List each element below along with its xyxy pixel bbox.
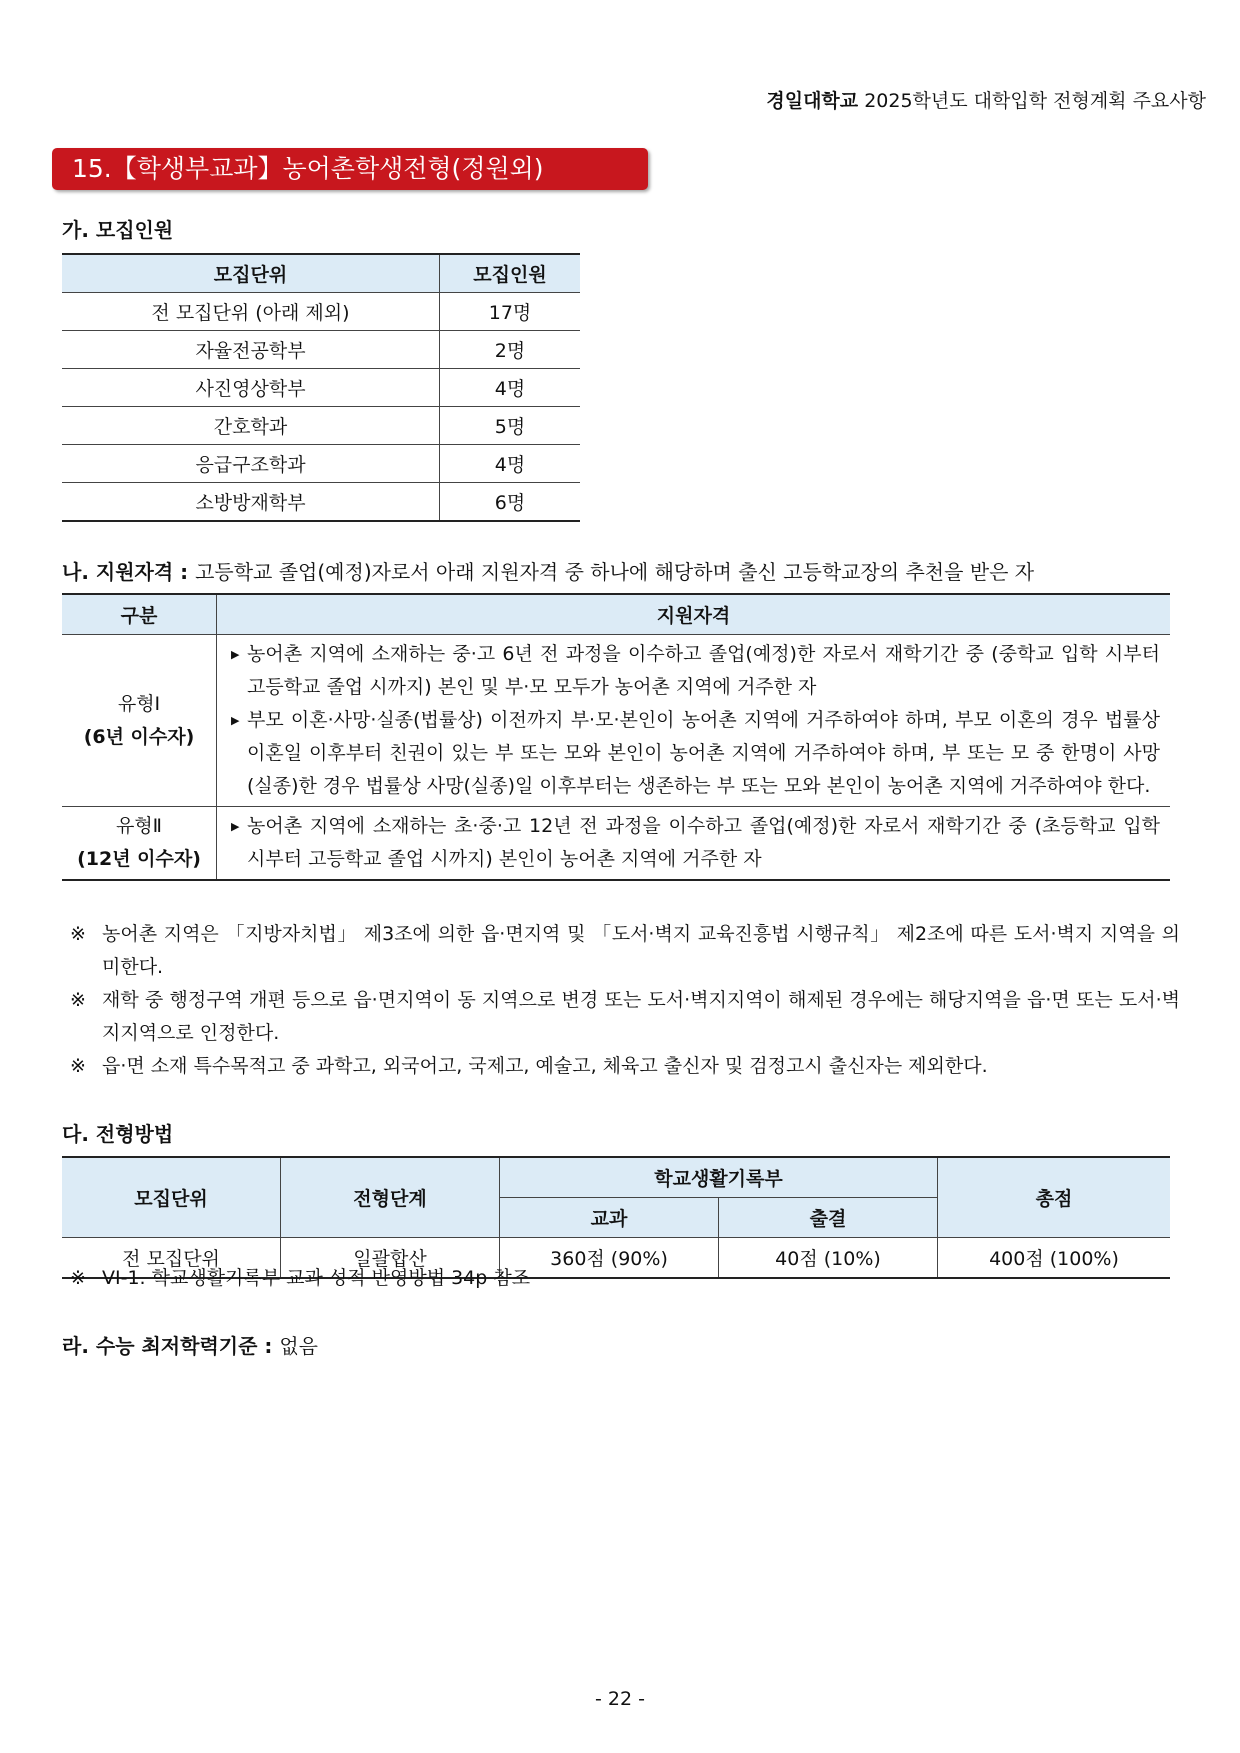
col-stage: 전형단계 <box>281 1157 500 1238</box>
category-cell <box>62 635 217 807</box>
selection-notes <box>70 1262 1180 1295</box>
cell-unit: 사진영상학부 <box>62 369 440 407</box>
category-name: 유형Ⅰ <box>117 692 161 715</box>
list-item: ▶ 농어촌 지역에 소재하는 초·중·고 12년 전 과정을 이수하고 졸업(예정)한 자로서 재학기간 중 (초등학교 입학 시부터 고등학교 졸업 시까지) 본인이 농어촌 지역에 거주한 자 <box>231 810 1160 876</box>
cell-count: 2명 <box>440 331 581 369</box>
category-name: 유형Ⅱ <box>115 815 163 837</box>
cell-unit: 간호학과 <box>62 407 440 445</box>
note-mark: ※ <box>70 923 86 945</box>
note-mark: ※ <box>70 1055 86 1077</box>
category-sub: (12년 이수자) <box>77 848 201 870</box>
min-standard-label: 라. 수능 최저학력기준 : <box>62 1334 273 1358</box>
cell-stage: 일괄합산 <box>281 1238 500 1279</box>
header-subtitle: 2025학년도 대학입학 전형계획 주요사항 <box>864 90 1206 112</box>
table-row <box>62 807 1170 881</box>
qualification-notes <box>70 918 1180 1083</box>
bullet-icon: ▶ <box>231 714 240 727</box>
heading-recruitment: 가. 모집인원 <box>62 218 174 242</box>
cell-count: 4명 <box>440 445 581 483</box>
cell-count: 5명 <box>440 407 581 445</box>
list-item: ▶ 농어촌 지역에 소재하는 중·고 6년 전 과정을 이수하고 졸업(예정)한 자로서 재학기간 중 (중학교 입학 시부터 고등학교 졸업 시까지) 본인 및 부·모 모두가 농어촌 지역에 거주한 자 <box>231 638 1160 704</box>
note-item: ※ 농어촌 지역은 「지방자치법」 제3조에 의한 읍·면지역 및 「도서·벽지 교육진흥법 시행규칙」 제2조에 따른 도서·벽지 지역을 의미한다. <box>70 918 1180 984</box>
section-title: 15.【학생부교과】농어촌학생전형(정원외) <box>52 148 648 190</box>
note-mark: ※ <box>70 1267 86 1289</box>
note-mark: ※ <box>70 989 86 1011</box>
heading-selection-method: 다. 전형방법 <box>62 1122 174 1146</box>
cell-unit: 전 모집단위 <box>62 1238 281 1279</box>
category-sub: (6년 이수자) <box>83 725 195 748</box>
cell-attendance: 40점 (10%) <box>719 1238 938 1279</box>
cell-subject: 360점 (90%) <box>500 1238 719 1279</box>
note-item: ※ 재학 중 행정구역 개편 등으로 읍·면지역이 동 지역으로 변경 또는 도서·벽지지역이 해제된 경우에는 해당지역을 읍·면 또는 도서·벽지지역으로 인정한다. <box>70 984 1180 1050</box>
qualification-cell <box>217 635 1171 807</box>
table-row <box>62 369 580 407</box>
col-unit: 모집단위 <box>62 254 440 293</box>
col-attendance: 출결 <box>719 1198 938 1238</box>
heading-qualification <box>62 556 1034 585</box>
col-qualification: 지원자격 <box>217 594 1171 635</box>
note-item: ※ VI-1. 학교생활기록부 교과 성적 반영방법 34p 참조 <box>70 1262 1180 1295</box>
cell-count: 17명 <box>440 293 581 331</box>
qualification-cell <box>217 807 1171 881</box>
list-item: ▶ 부모 이혼·사망·실종(법률상) 이전까지 부·모·본인이 농어촌 지역에 거주하여야 하며, 부모 이혼의 경우 법률상 이혼일 이후부터 친권이 있는 부 또는 모와 본인이 농어촌 지역에 거주하여야 하며, 부 또는 모 중 한명이 사망(실종)한 경우 법률상 사망(실종)일 이후부터는 생존하는 부 또는 모와 본인이 농어촌 지역에 거주하여야 한다. <box>231 704 1160 803</box>
table-header-row <box>62 254 580 293</box>
table-row <box>62 331 580 369</box>
qualification-table <box>62 593 1170 881</box>
col-total: 총점 <box>938 1157 1171 1238</box>
table-row <box>62 407 580 445</box>
cell-unit: 전 모집단위 (아래 제외) <box>62 293 440 331</box>
cell-unit: 자율전공학부 <box>62 331 440 369</box>
header-school: 경일대학교 <box>766 90 859 112</box>
col-unit: 모집단위 <box>62 1157 281 1238</box>
table-header-row <box>62 594 1170 635</box>
bullet-icon: ▶ <box>231 648 240 661</box>
cell-count: 6명 <box>440 483 581 522</box>
cell-unit: 소방방재학부 <box>62 483 440 522</box>
recruitment-table <box>62 253 580 522</box>
qualification-desc: 고등학교 졸업(예정)자로서 아래 지원자격 중 하나에 해당하며 출신 고등학교장의 추천을 받은 자 <box>195 560 1035 584</box>
cell-unit: 응급구조학과 <box>62 445 440 483</box>
heading-min-standard <box>62 1330 318 1359</box>
category-cell <box>62 807 217 881</box>
min-standard-value: 없음 <box>279 1334 318 1358</box>
col-category: 구분 <box>62 594 217 635</box>
selection-method-table <box>62 1156 1170 1279</box>
note-item: ※ 읍·면 소재 특수목적고 중 과학고, 외국어고, 국제고, 예술고, 체육고 출신자 및 검정고시 출신자는 제외한다. <box>70 1050 1180 1083</box>
col-record: 학교생활기록부 <box>500 1157 938 1198</box>
qualification-label: 나. 지원자격 : <box>62 560 189 584</box>
table-row <box>62 635 1170 807</box>
cell-count: 4명 <box>440 369 581 407</box>
col-count: 모집인원 <box>440 254 581 293</box>
cell-total: 400점 (100%) <box>938 1238 1171 1279</box>
page-header <box>766 86 1206 113</box>
table-row <box>62 445 580 483</box>
table-row <box>62 483 580 522</box>
bullet-icon: ▶ <box>231 820 240 833</box>
col-subject: 교과 <box>500 1198 719 1238</box>
page-number: - 22 - <box>595 1688 645 1710</box>
table-header-row <box>62 1157 1170 1198</box>
table-row <box>62 293 580 331</box>
